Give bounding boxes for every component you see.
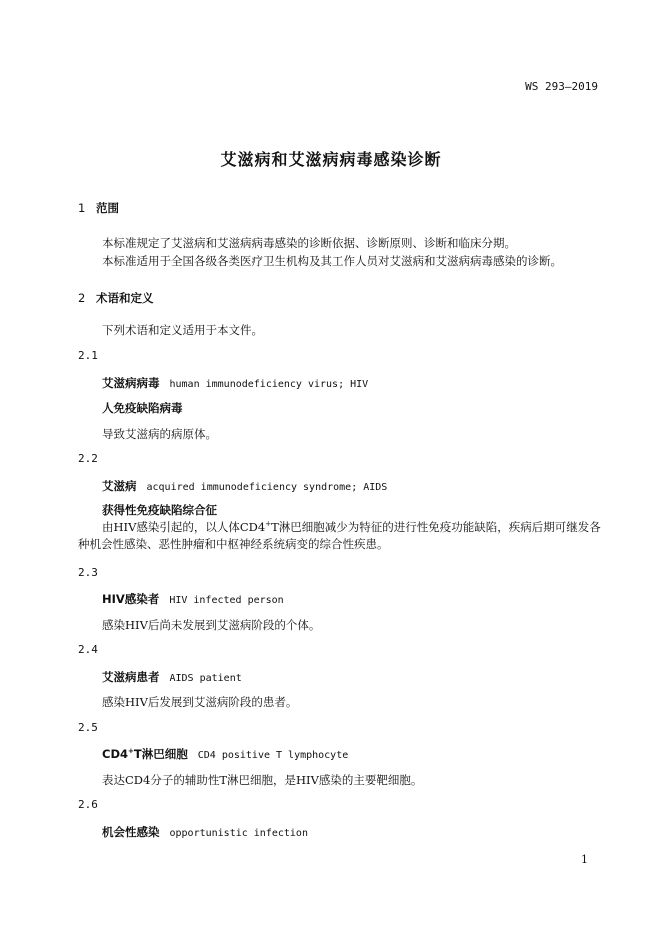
term-zh: 艾滋病 [102, 479, 137, 493]
superscript: + [128, 747, 134, 756]
clause-number: 2.4 [78, 643, 98, 656]
term-entry [102, 669, 242, 685]
term-zh: HIV感染者 [102, 592, 160, 606]
term-entry [102, 746, 348, 762]
clause-number: 2.1 [78, 349, 98, 362]
term-zh-part: T淋巴细胞 [133, 747, 188, 761]
clause-number: 2.6 [78, 798, 98, 811]
term-definition: 感染HIV后尚未发展到艾滋病阶段的个体。 [102, 618, 321, 632]
term-zh-part: CD4 [102, 747, 128, 761]
section-1-heading [78, 200, 119, 216]
terms-intro: 下列术语和定义适用于本文件。 [102, 323, 263, 337]
definition-text: T淋巴细胞减少为特征的进行性免疫功能缺陷，疾病后期可继发各种机会性感染、恶性肿瘤和中枢神经系统病变的综合性疾患。 [78, 520, 601, 551]
term-zh: 机会性感染 [102, 825, 160, 839]
term-definition: 感染HIV后发展到艾滋病阶段的患者。 [102, 695, 298, 709]
term-synonym: 获得性免疫缺陷综合征 [102, 503, 217, 517]
term-en: CD4 positive T lymphocyte [197, 750, 349, 761]
term-entry [102, 478, 387, 494]
document-title: 艾滋病和艾滋病病毒感染诊断 [220, 150, 442, 169]
term-zh [102, 747, 188, 761]
definition-text: 由HIV感染引起的，以人体CD4 [102, 520, 266, 534]
term-definition: 导致艾滋病的病原体。 [102, 427, 217, 441]
term-definition [78, 519, 608, 553]
scope-paragraph-1: 本标准规定了艾滋病和艾滋病病毒感染的诊断依据、诊断原则、诊断和临床分期。 [102, 236, 516, 250]
term-entry [102, 591, 284, 607]
page-number: 1 [581, 853, 588, 866]
document-code: WS 293—2019 [525, 80, 598, 93]
term-en: HIV infected person [169, 595, 284, 606]
section-title: 术语和定义 [96, 291, 154, 305]
section-number: 1 [78, 201, 86, 215]
term-zh: 艾滋病患者 [102, 670, 160, 684]
term-definition: 表达CD4分子的辅助性T淋巴细胞，是HIV感染的主要靶细胞。 [102, 773, 423, 787]
clause-number: 2.5 [78, 721, 98, 734]
clause-number: 2.2 [78, 452, 98, 465]
term-synonym: 人免疫缺陷病毒 [102, 401, 183, 415]
superscript: + [265, 520, 272, 529]
section-number: 2 [78, 291, 86, 305]
term-en: opportunistic infection [169, 828, 308, 839]
section-title: 范围 [96, 201, 119, 215]
term-en: acquired immunodeficiency syndrome; AIDS [146, 482, 388, 493]
term-entry [102, 824, 308, 840]
clause-number: 2.3 [78, 566, 98, 579]
scope-paragraph-2: 本标准适用于全国各级各类医疗卫生机构及其工作人员对艾滋病和艾滋病病毒感染的诊断。 [102, 254, 562, 268]
section-2-heading [78, 290, 154, 306]
term-entry [102, 375, 368, 391]
term-zh: 艾滋病病毒 [102, 376, 160, 390]
term-en: human immunodeficiency virus; HIV [169, 379, 369, 390]
term-en: AIDS patient [169, 673, 242, 684]
